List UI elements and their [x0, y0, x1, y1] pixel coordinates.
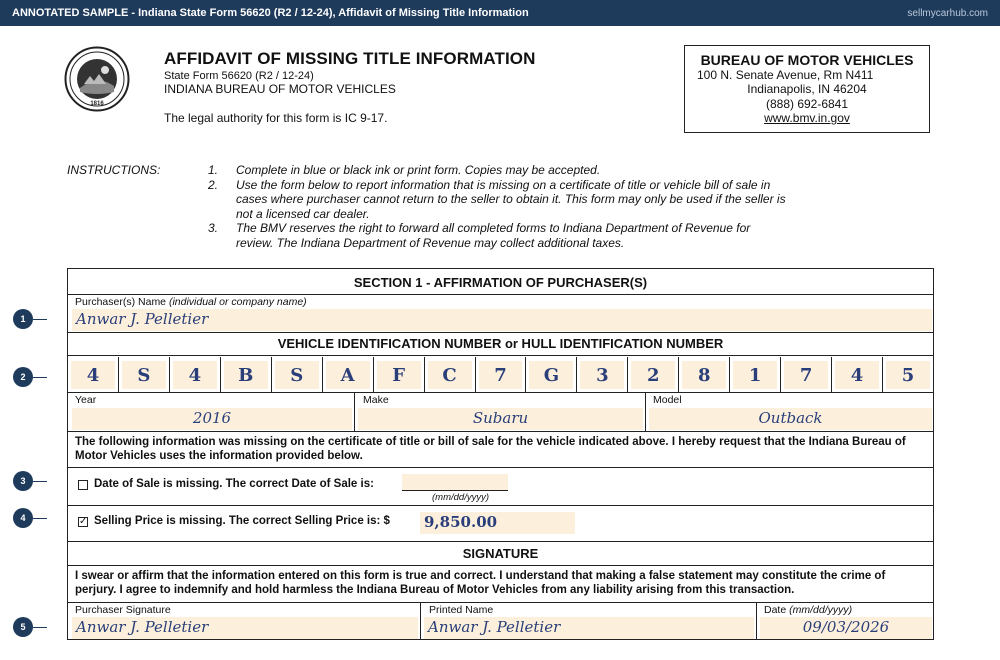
purchaser-name-label: Purchaser(s) Name (individual or company name): [75, 296, 307, 308]
marker-line: [33, 518, 47, 519]
vin-cell: [272, 357, 323, 392]
indiana-seal-icon: [64, 46, 130, 112]
instruction-item: 1. Complete in blue or black ink or print form. Copies may be accepted.: [208, 163, 601, 177]
vin-cell: [832, 357, 883, 392]
perjury-statement: I swear or affirm that the information entered on this form is true and correct. I understand that making a false statement may constitute the crime of perjury. I agree to indemnify and hold harmless the Indiana Bureau of Motor Vehicles from any liability arising from this transaction.: [75, 570, 886, 596]
date-of-sale-field[interactable]: [402, 474, 508, 491]
date-of-sale-checkbox[interactable]: [78, 480, 88, 490]
year-field[interactable]: 2016: [72, 408, 352, 430]
vin-character[interactable]: 4: [835, 361, 879, 389]
vin-character[interactable]: B: [224, 361, 268, 389]
signature-date-field[interactable]: 09/03/2026: [760, 617, 932, 639]
purchaser-name-field[interactable]: Anwar J. Pelletier: [72, 309, 932, 331]
signature-title: SIGNATURE: [462, 546, 539, 561]
banner-title: ANNOTATED SAMPLE - Indiana State Form 56620 (R2 / 12-24), Affidavit of Missing Title Information: [12, 7, 529, 19]
vin-character[interactable]: G: [529, 361, 573, 389]
selling-price-label: Selling Price is missing. The correct Selling Price is: $: [94, 515, 390, 527]
form-title: AFFIDAVIT OF MISSING TITLE INFORMATION: [164, 49, 536, 68]
divider: [68, 294, 933, 295]
vin-character[interactable]: 1: [733, 361, 777, 389]
vin-cell: [374, 357, 425, 392]
divider: [68, 602, 933, 603]
divider: [645, 392, 646, 431]
date-label: Date (mm/dd/yyyy): [764, 604, 853, 616]
marker-line: [33, 481, 47, 482]
missing-info-statement: The following information was missing on the certificate of title or bill of sale for the vehicle indicated above. I hereby request that the Indiana Bureau of Motor Vehicles uses the information provided below.: [75, 436, 906, 462]
vin-cell: [781, 357, 832, 392]
make-label: Make: [363, 394, 389, 406]
affidavit-form: [67, 268, 934, 640]
vin-cell: [628, 357, 679, 392]
divider: [68, 332, 933, 333]
divider: [756, 602, 757, 640]
divider: [68, 565, 933, 566]
printed-name-field[interactable]: Anwar J. Pelletier: [424, 617, 754, 639]
divider: [68, 355, 933, 356]
selling-price-checkbox[interactable]: ✓: [79, 516, 88, 527]
vin-cell: [577, 357, 628, 392]
legal-authority: The legal authority for this form is IC 9-17.: [164, 111, 388, 125]
selling-price-field[interactable]: 9,850.00: [420, 512, 575, 534]
annotation-marker-5: 5: [13, 617, 33, 637]
vin-character[interactable]: 4: [71, 361, 115, 389]
divider: [68, 392, 933, 393]
vin-cell: [68, 357, 119, 392]
vin-field: [68, 357, 933, 392]
vin-character[interactable]: 4: [173, 361, 217, 389]
instruction-item: 3. The BMV reserves the right to forward all completed forms to Indiana Department of Revenue for review. The Indiana Department of Revenue may collect additional taxes.: [208, 221, 751, 250]
vin-cell: [526, 357, 577, 392]
instruction-item: 2. Use the form below to report information that is missing on a certificate of title or vehicle bill of sale in cases where purchaser cannot return to the seller to obtain it. This form may only be used if the seller is not a licensed car dealer.: [208, 177, 786, 221]
vin-character[interactable]: F: [377, 361, 421, 389]
bmv-address-box: [684, 45, 930, 133]
vin-cell: [679, 357, 730, 392]
vin-cell: [476, 357, 527, 392]
vin-cell: [170, 357, 221, 392]
vin-character[interactable]: 8: [682, 361, 726, 389]
vin-character[interactable]: A: [326, 361, 370, 389]
section1-title: SECTION 1 - AFFIRMATION OF PURCHASER(S): [353, 275, 648, 290]
vin-cell: [883, 357, 933, 392]
bmv-phone: (888) 692-6841: [765, 96, 849, 111]
vin-character[interactable]: 3: [580, 361, 624, 389]
vin-character[interactable]: S: [275, 361, 319, 389]
instructions-list: [208, 163, 788, 250]
vin-character[interactable]: S: [122, 361, 166, 389]
vin-character[interactable]: 7: [784, 361, 828, 389]
instructions-label: INSTRUCTIONS:: [67, 163, 161, 177]
purchaser-signature-field[interactable]: Anwar J. Pelletier: [72, 617, 418, 639]
divider: [68, 541, 933, 542]
vin-character[interactable]: 2: [631, 361, 675, 389]
annotation-marker-2: 2: [13, 367, 33, 387]
model-label: Model: [653, 394, 682, 406]
agency-name: INDIANA BUREAU OF MOTOR VEHICLES: [164, 82, 396, 96]
seal-year: 1816: [90, 101, 104, 107]
printed-name-label: Printed Name: [429, 604, 494, 616]
model-field[interactable]: Outback: [649, 408, 932, 430]
bmv-address-line2: Indianapolis, IN 46204: [747, 82, 867, 97]
bmv-address-line1: 100 N. Senate Avenue, Rm N411: [697, 68, 874, 82]
marker-line: [33, 377, 47, 378]
form-number: State Form 56620 (R2 / 12-24): [164, 70, 314, 82]
vin-cell: [730, 357, 781, 392]
annotation-marker-4: 4: [13, 508, 33, 528]
vin-cell: [323, 357, 374, 392]
purchaser-signature-label: Purchaser Signature: [75, 604, 171, 616]
year-label: Year: [75, 394, 97, 406]
date-of-sale-label: Date of Sale is missing. The correct Date of Sale is:: [94, 478, 374, 490]
vin-character[interactable]: 5: [886, 361, 930, 389]
vin-title: VEHICLE IDENTIFICATION NUMBER or HULL IDENTIFICATION NUMBER: [277, 336, 724, 351]
annotation-banner: [0, 0, 1000, 26]
divider: [420, 602, 421, 640]
divider: [68, 431, 933, 432]
vin-cell: [119, 357, 170, 392]
divider: [354, 392, 355, 431]
vin-cell: [221, 357, 272, 392]
date-format-hint: (mm/dd/yyyy): [432, 492, 489, 503]
divider: [68, 505, 933, 506]
marker-line: [33, 319, 47, 320]
annotation-marker-1: 1: [13, 309, 33, 329]
banner-url: sellmycarhub.com: [907, 7, 988, 19]
bmv-website-link[interactable]: www.bmv.in.gov: [764, 111, 850, 126]
vin-character[interactable]: 7: [479, 361, 523, 389]
divider: [68, 467, 933, 468]
bmv-name: BUREAU OF MOTOR VEHICLES: [700, 52, 914, 68]
make-field[interactable]: Subaru: [358, 408, 643, 430]
vin-cell: [425, 357, 476, 392]
marker-line: [33, 627, 47, 628]
vin-character[interactable]: C: [428, 361, 472, 389]
annotation-marker-3: 3: [13, 471, 33, 491]
